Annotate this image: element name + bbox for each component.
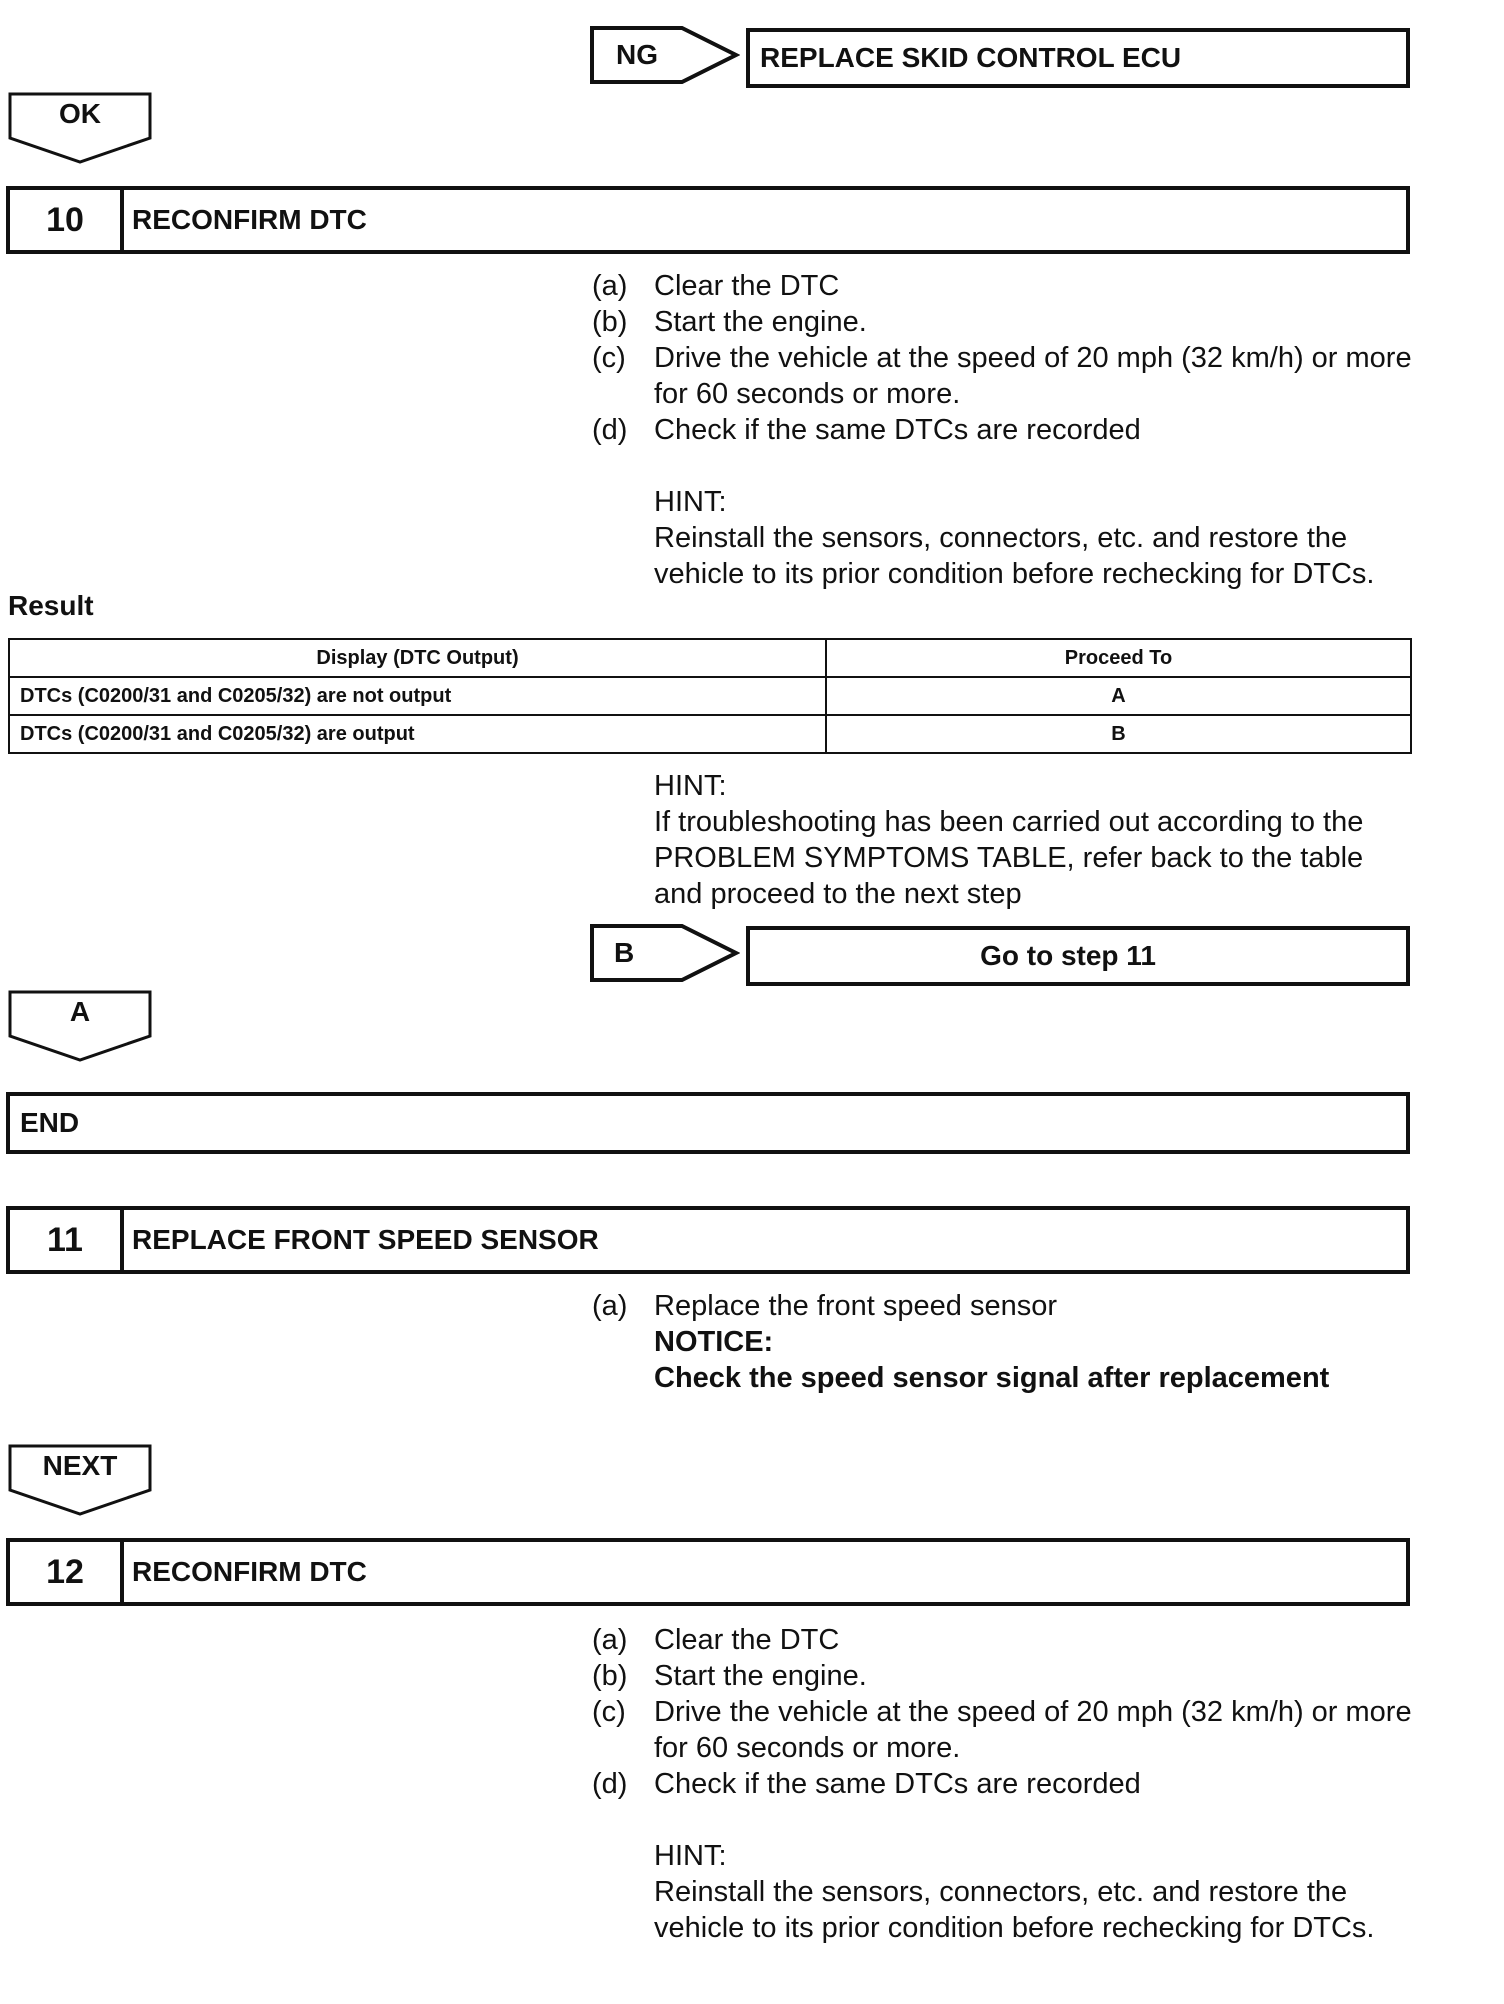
table-cell-proceed: B xyxy=(826,715,1411,753)
b-branch xyxy=(590,924,740,982)
b-flag-label: B xyxy=(614,937,635,968)
table-cell-display: DTCs (C0200/31 and C0205/32) are not output xyxy=(9,677,826,715)
step-12-item-a: (a) Clear the DTC xyxy=(592,1624,840,1656)
step-12-title: RECONFIRM DTC xyxy=(132,1556,367,1587)
step-10-item-b: (b) Start the engine. xyxy=(592,306,867,338)
ok-arrow-label: OK xyxy=(59,98,101,129)
step-12-item-c: (c) Drive the vehicle at the speed of 20 mph (32 km/h) or more for 60 seconds or more. xyxy=(592,1696,1412,1764)
step-11-item-text: Replace the front speed sensor xyxy=(654,1290,1058,1322)
a-arrow xyxy=(8,990,152,1062)
step-10-item-c: (c) Drive the vehicle at the speed of 20 mph (32 km/h) or more for 60 seconds or more. xyxy=(592,342,1412,410)
step-11-notice-text: Check the speed sensor signal after replacement xyxy=(654,1362,1330,1394)
step-12-item-b: (b) Start the engine. xyxy=(592,1660,867,1692)
b-action-box xyxy=(746,926,1410,986)
result-hint xyxy=(654,768,1414,912)
step-11-item-a: (a) Replace the front speed sensor NOTICE: Check the speed sensor signal after replacement xyxy=(592,1290,1330,1394)
ng-flag-label: NG xyxy=(616,39,658,70)
step-10-item-d: (d) Check if the same DTCs are recorded xyxy=(592,414,1141,446)
ng-flag-arrow xyxy=(590,26,740,84)
step-11-header xyxy=(6,1206,1410,1274)
step-10-hint-text: Reinstall the sensors, connectors, etc. and restore the vehicle to its prior condition before rechecking for DTCs. xyxy=(654,522,1375,590)
table-header-proceed: Proceed To xyxy=(826,639,1411,677)
end-box-title: END xyxy=(20,1107,80,1138)
step-12-instructions xyxy=(592,1622,1412,1946)
b-action-text: Go to step 11 xyxy=(980,940,1156,971)
table-header-row xyxy=(9,639,1411,677)
step-11-title: REPLACE FRONT SPEED SENSOR xyxy=(132,1224,599,1255)
ng-branch xyxy=(590,26,740,84)
table-cell-proceed: A xyxy=(826,677,1411,715)
next-arrow xyxy=(8,1444,152,1516)
ng-action-box xyxy=(746,28,1410,88)
step-10-number: 10 xyxy=(10,190,124,250)
result-table xyxy=(8,638,1412,754)
step-10-hint-label: HINT: xyxy=(654,486,727,518)
step-11-number: 11 xyxy=(10,1210,124,1270)
step-12-header xyxy=(6,1538,1410,1606)
step-10-item-a: (a) Clear the DTC xyxy=(592,270,840,302)
b-flag-arrow xyxy=(590,924,740,982)
step-12-hint xyxy=(592,1838,1412,1946)
step-11-instructions xyxy=(592,1288,1412,1396)
step-10-title: RECONFIRM DTC xyxy=(132,204,367,235)
result-hint-label: HINT: xyxy=(654,770,727,802)
table-cell-display: DTCs (C0200/31 and C0205/32) are output xyxy=(9,715,826,753)
step-10-hint xyxy=(592,484,1412,592)
next-arrow-label: NEXT xyxy=(42,1450,118,1481)
end-box xyxy=(6,1092,1410,1154)
result-heading: Result xyxy=(8,590,94,621)
step-12-hint-label: HINT: xyxy=(654,1840,727,1872)
ng-action-text: REPLACE SKID CONTROL ECU xyxy=(760,42,1182,73)
table-row xyxy=(9,677,1411,715)
step-10-header xyxy=(6,186,1410,254)
step-11-notice-label: NOTICE: xyxy=(654,1326,774,1358)
table-row xyxy=(9,715,1411,753)
a-arrow-label: A xyxy=(69,996,91,1027)
result-hint-text: If troubleshooting has been carried out according to the PROBLEM SYMPTOMS TABLE, refer back to the table and proceed to the next step xyxy=(654,806,1364,910)
step-10-instructions xyxy=(592,268,1412,592)
ok-arrow xyxy=(8,92,152,164)
step-12-item-d: (d) Check if the same DTCs are recorded xyxy=(592,1768,1141,1800)
step-12-number: 12 xyxy=(10,1542,124,1602)
step-12-hint-text: Reinstall the sensors, connectors, etc. and restore the vehicle to its prior condition before rechecking for DTCs. xyxy=(654,1876,1375,1944)
table-header-display: Display (DTC Output) xyxy=(9,639,826,677)
